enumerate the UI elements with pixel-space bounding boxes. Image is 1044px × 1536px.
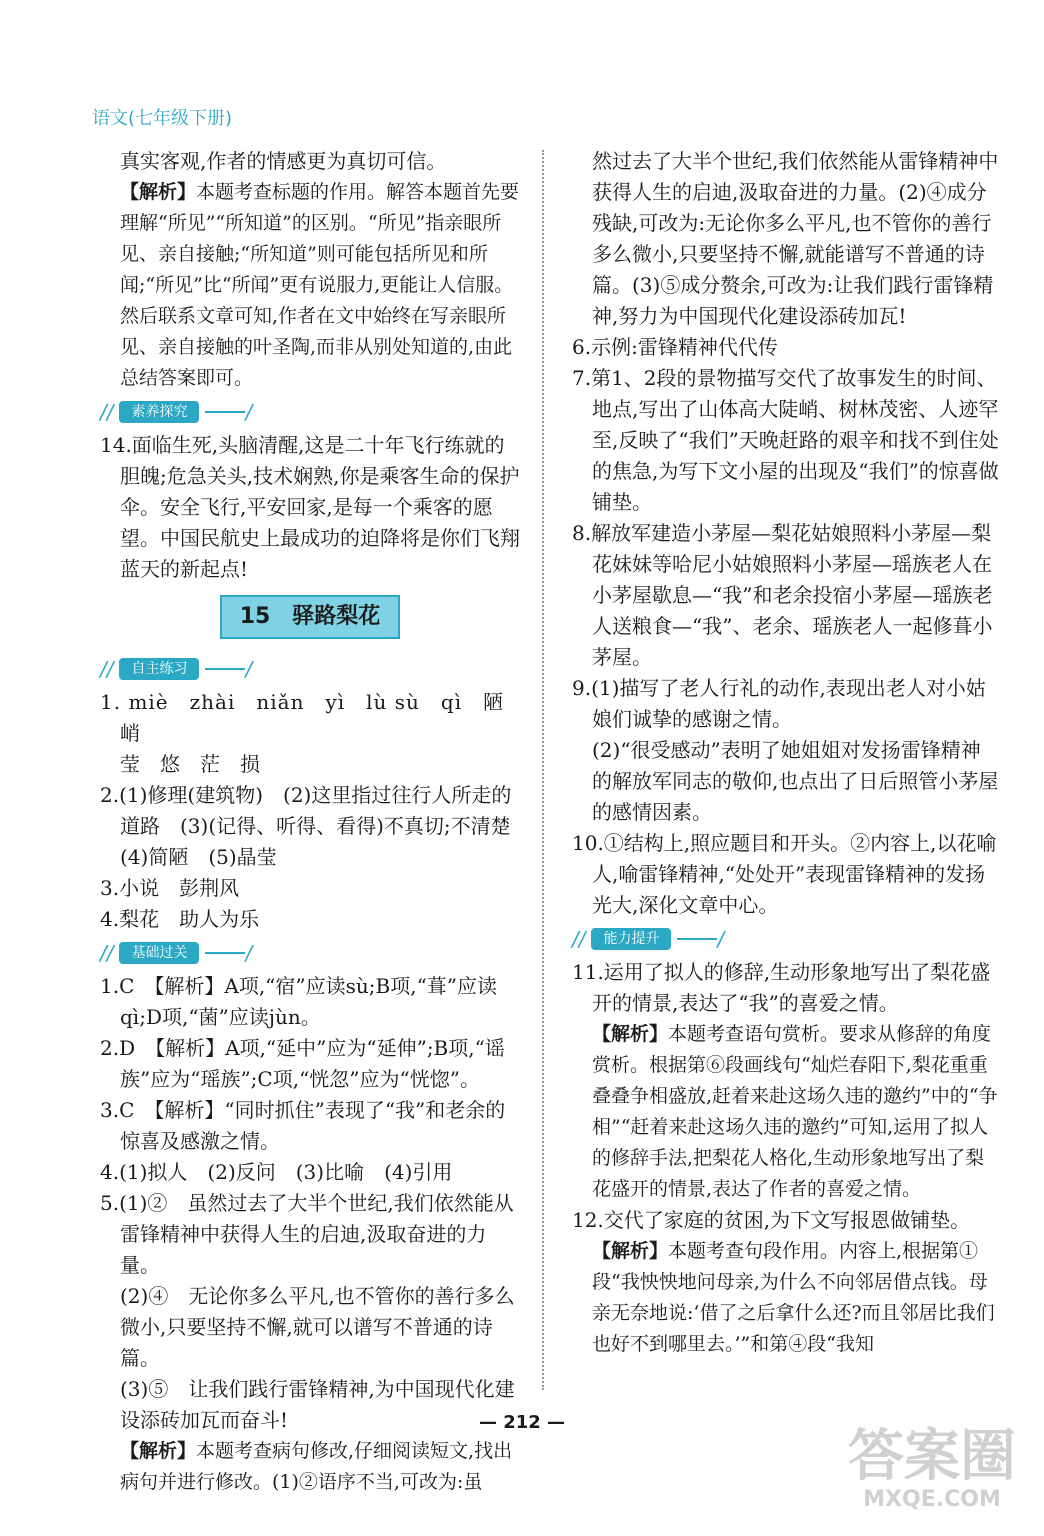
section-tag-label: 自主练习 <box>119 658 199 680</box>
practice-3: 3.小说 彭荆风 <box>100 876 240 900</box>
page-number: — 212 — <box>478 1412 566 1433</box>
section-tag-label: 素养探究 <box>119 401 199 423</box>
subject-label: 语文 <box>92 108 128 129</box>
page-header <box>92 104 232 130</box>
analysis-tag: 【解析】 <box>120 1440 197 1462</box>
basic-5c: (3)⑤ 让我们践行雷锋精神,为中国现代化建设添砖加瓦而奋斗! <box>120 1377 515 1432</box>
grade-label: (七年级下册) <box>128 108 233 129</box>
watermark-bottom: MXQE.COM <box>863 1487 1001 1512</box>
basic-5a: 5.(1)② 虽然过去了大半个世纪,我们依然能从雷锋精神中获得人生的启迪,汲取奋进的力量。 <box>100 1191 514 1277</box>
analysis-tag: 【解析】 <box>592 1023 669 1045</box>
answer-text: 真实客观,作者的情感更为真切可信。 <box>120 149 447 173</box>
section-tag-basics: // 基础过关 / <box>100 940 253 965</box>
question-8: 8.解放军建造小茅屋—梨花姑娘照料小茅屋—梨花妹妹等哈尼小姑娘照料小茅屋—瑶族老人在小茅屋歇息—“我”和老余投宿小茅屋—瑶族老人送粮食—“我”、老余、瑶族老人一起修葺小茅屋。 <box>572 521 993 669</box>
analysis-text: 本题考查句段作用。内容上,根据第①段“我怏怏地问母亲,为什么不向邻居借点钱。母亲无奈地说:‘借了之后拿什么还?而且邻居比我们也好不到哪里去。’”和第④段“我知 <box>592 1240 995 1355</box>
basic-3: 3.C 【解析】“同时抓住”表现了“我”和老余的惊喜及感激之情。 <box>100 1098 506 1153</box>
watermark-top: 答案圈 <box>848 1424 1016 1489</box>
analysis-tag: 【解析】 <box>592 1240 669 1262</box>
right-column <box>572 146 1000 1360</box>
question-10: 10.①结构上,照应题目和开头。②内容上,以花喻人,喻雷锋精神,“处处开”表现雷锋精神的发扬光大,深化文章中心。 <box>572 831 997 917</box>
question-11: 11.运用了拟人的修辞,生动形象地写出了梨花盛开的情景,表达了“我”的喜爱之情。 <box>572 960 991 1015</box>
section-tag-label: 基础过关 <box>119 942 199 964</box>
analysis-block <box>572 1019 1000 1205</box>
basic-4: 4.(1)拟人 (2)反问 (3)比喻 (4)引用 <box>100 1160 453 1184</box>
analysis-text: 本题考查标题的作用。解答本题首先要理解“所见”“所知道”的区别。“所见”指亲眼所见、亲自接触;“所知道”则可能包括所见和所闻;“所见”比“所闻”更有说服力,更能让人信服。然后联系文章可知,作者在文中始终在写亲眼所见、亲自接触的叶圣陶,而非从别处知道的,由此总结答案即可。 <box>120 181 520 389</box>
practice-1a: 1. miè zhài niǎn yì lù sù qì 陋 峭 <box>100 690 526 745</box>
column-divider <box>542 150 544 1390</box>
basic-1: 1.C 【解析】A项,“宿”应读sù;B项,“葺”应读qì;D项,“菌”应读jùn。 <box>100 974 498 1029</box>
analysis-text: 本题考查病句修改,仔细阅读短文,找出病句并进行修改。(1)②语序不当,可改为:虽 <box>120 1440 513 1493</box>
section-tag-self-practice: // 自主练习 / <box>100 656 253 681</box>
question-9a: 9.(1)描写了老人行礼的动作,表现出老人对小姑娘们诚挚的感谢之情。 <box>572 676 986 731</box>
question-9b: (2)“很受感动”表明了她姐姐对发扬雷锋精神的解放军同志的敬仰,也点出了日后照管小茅屋的感情因素。 <box>592 738 999 824</box>
question-12: 12.交代了家庭的贫困,为下文写报恩做铺垫。 <box>572 1208 971 1232</box>
practice-2: 2.(1)修理(建筑物) (2)这里指过往行人所走的道路 (3)(记得、听得、看得)不真切;不清楚 (4)简陋 (5)晶莹 <box>100 783 531 869</box>
analysis-tag: 【解析】 <box>120 181 197 203</box>
question-14: 14.面临生死,头脑清醒,这是二十年飞行练就的胆魄;危急关头,技术娴熟,你是乘客生命的保护伞。安全飞行,平安回家,是每一个乘客的愿望。中国民航史上最成功的迫降将是你们飞翔蓝天的新起点! <box>100 433 520 581</box>
analysis-block <box>100 1436 520 1498</box>
practice-4: 4.梨花 助人为乐 <box>100 907 260 931</box>
basic-5b: (2)④ 无论你多么平凡,也不管你的善行多么微小,只要坚持不懈,就可以谱写不普通的诗篇。 <box>120 1284 515 1370</box>
section-tag-label: 能力提升 <box>591 928 671 950</box>
basic-2: 2.D 【解析】A项,“延中”应为“延伸”;B项,“谣族”应为“瑶族”;C项,“恍忽”应为“恍惚”。 <box>100 1036 505 1091</box>
lesson-title: 15 驿路梨花 <box>220 595 400 639</box>
analysis-block <box>100 177 520 394</box>
section-tag-literacy: // 素养探究 / <box>100 399 253 424</box>
analysis-text: 本题考查语句赏析。要求从修辞的角度赏析。根据第⑥段画线句“灿烂春阳下,梨花重重叠叠争相盛放,赶着来赴这场久违的邀约”中的“争相”“赶着来赴这场久违的邀约”可知,运用了拟人的修辞手法,把梨花人格化,生动形象地写出了梨花盛开的情景,表达了作者的喜爱之情。 <box>592 1023 998 1200</box>
question-7: 7.第1、2段的景物描写交代了故事发生的时间、地点,写出了山体高大陡峭、树林茂密、人迹罕至,反映了“我们”天晚赶路的艰辛和找不到住处的焦急,为写下文小屋的出现及“我们”的惊喜做铺垫。 <box>572 366 999 514</box>
analysis-continued: 然过去了大半个世纪,我们依然能从雷锋精神中获得人生的启迪,汲取奋进的力量。(2)④成分残缺,可改为:无论你多么平凡,也不管你的善行多么微小,只要坚持不懈,就能谱写不普通的诗篇。(3)⑤成分赘余,可改为:让我们践行雷锋精神,努力为中国现代化建设添砖加瓦! <box>592 149 999 328</box>
practice-1b: 莹 悠 茫 损 <box>120 752 260 776</box>
section-tag-ability: // 能力提升 / <box>572 926 725 951</box>
question-6: 6.示例:雷锋精神代代传 <box>572 335 778 359</box>
watermark-logo <box>848 1424 1016 1512</box>
analysis-block <box>572 1236 1000 1360</box>
